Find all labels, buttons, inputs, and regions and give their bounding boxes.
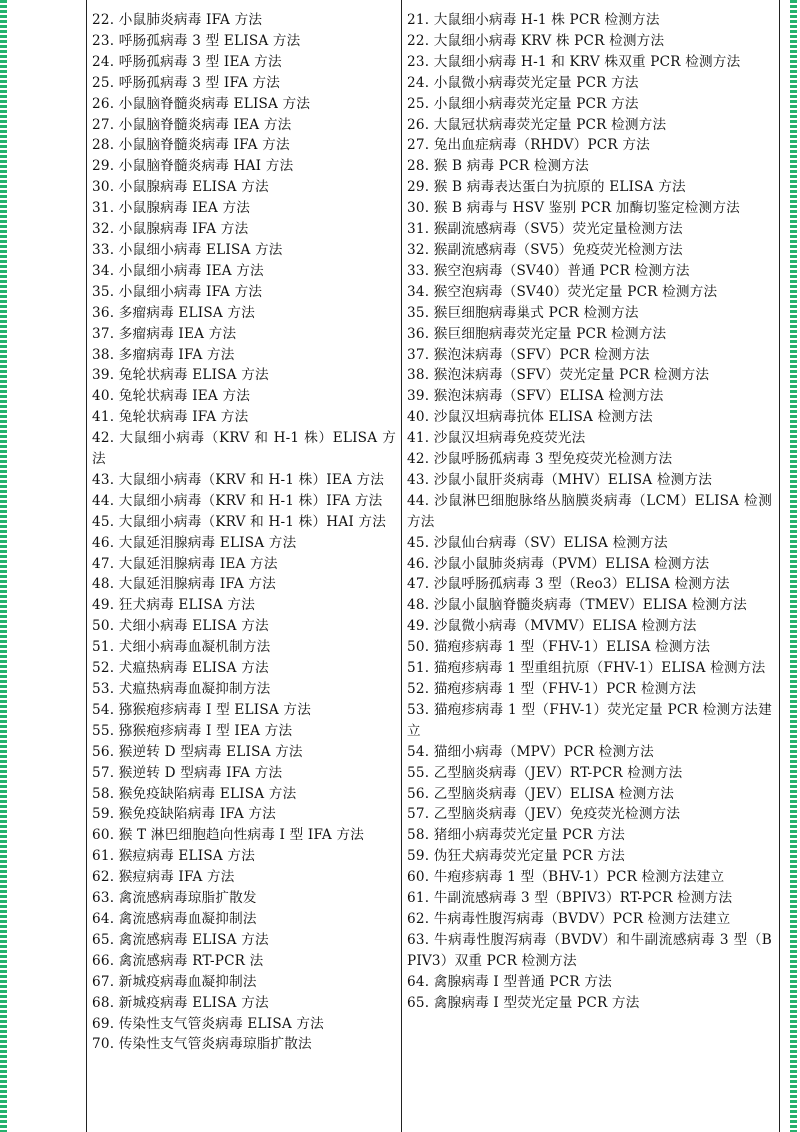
method-list-item: 43. 大鼠细小病毒（KRV 和 H-1 株）IEA 方法 [92, 471, 385, 488]
method-list-item: 41. 沙鼠汉坦病毒免疫荧光法 [407, 430, 586, 447]
method-list-item: 41. 兔轮状病毒 IFA 方法 [92, 409, 249, 426]
method-list-item: 52. 猫疱疹病毒 1 型（FHV-1）PCR 检测方法 [407, 681, 697, 697]
method-list-item: 64. 禽流感病毒血凝抑制法 [92, 910, 257, 927]
method-list-item: 25. 呼肠孤病毒 3 型 IFA 方法 [92, 74, 281, 91]
left-dotted-border [0, 0, 7, 1132]
method-list-item: 48. 沙鼠小鼠脑脊髓炎病毒（TMEV）ELISA 检测方法 [407, 597, 747, 614]
method-list-item: 35. 小鼠细小病毒 IFA 方法 [92, 283, 263, 300]
method-list-item: 46. 沙鼠小鼠肺炎病毒（PVM）ELISA 检测方法 [407, 555, 710, 572]
right-dotted-border [790, 0, 797, 1132]
method-list-item: 24. 小鼠微小病毒荧光定量 PCR 方法 [407, 74, 639, 91]
method-list-item: 28. 小鼠脑脊髓炎病毒 IFA 方法 [92, 137, 290, 154]
right-method-list [407, 10, 772, 1014]
method-list-item: 31. 猴副流感病毒（SV5）荧光定量检测方法 [407, 221, 683, 238]
method-list-item: 22. 大鼠细小病毒 KRV 株 PCR 检测方法 [407, 32, 665, 49]
method-list-item: 57. 猴逆转 D 型病毒 IFA 方法 [92, 764, 283, 781]
method-list-item: 32. 猴副流感病毒（SV5）免疫荧光检测方法 [407, 241, 683, 258]
method-list-item: 40. 兔轮状病毒 IEA 方法 [92, 388, 251, 405]
method-list-item: 29. 小鼠脑脊髓炎病毒 HAI 方法 [92, 158, 294, 175]
method-list-item: 39. 兔轮状病毒 ELISA 方法 [92, 367, 269, 384]
method-list-item: 51. 犬细小病毒血凝机制方法 [92, 639, 271, 656]
method-list-item: 48. 大鼠延泪腺病毒 IFA 方法 [92, 576, 276, 593]
method-list-item: 56. 乙型脑炎病毒（JEV）ELISA 检测方法 [407, 785, 675, 802]
method-list-item: 51. 猫疱疹病毒 1 型重组抗原（FHV-1）ELISA 检测方法 [407, 660, 766, 677]
method-list-item: 55. 猕猴疱疹病毒 I 型 IEA 方法 [92, 722, 293, 739]
method-list-item: 38. 猴泡沫病毒（SFV）荧光定量 PCR 检测方法 [407, 367, 710, 384]
method-list-item: 44. 大鼠细小病毒（KRV 和 H-1 株）IFA 方法 [92, 492, 383, 509]
method-list-item: 39. 猴泡沫病毒（SFV）ELISA 检测方法 [407, 388, 664, 405]
method-list-item: 25. 小鼠细小病毒荧光定量 PCR 方法 [407, 95, 639, 112]
method-list-item: 21. 大鼠细小病毒 H-1 株 PCR 检测方法 [407, 12, 660, 28]
method-list-item: 68. 新城疫病毒 ELISA 方法 [92, 994, 269, 1011]
method-list-item: 53. 猫疱疹病毒 1 型（FHV-1）荧光定量 PCR 检测方法建立 [407, 701, 772, 739]
method-list-item: 44. 沙鼠淋巴细胞脉络丛脑膜炎病毒（LCM）ELISA 检测方法 [407, 492, 772, 530]
method-list-item: 47. 沙鼠呼肠孤病毒 3 型（Reo3）ELISA 检测方法 [407, 576, 730, 593]
method-list-item: 26. 小鼠脑脊髓炎病毒 ELISA 方法 [92, 95, 311, 112]
method-list-item: 37. 猴泡沫病毒（SFV）PCR 检测方法 [407, 346, 650, 363]
method-list-item: 58. 猴免疫缺陷病毒 ELISA 方法 [92, 785, 297, 802]
method-list-item: 63. 牛病毒性腹泻病毒（BVDV）和牛副流感病毒 3 型（BPIV3）双重 PCR 检测方法 [407, 931, 772, 969]
method-list-item: 27. 小鼠脑脊髓炎病毒 IEA 方法 [92, 116, 292, 133]
method-list-item: 56. 猴逆转 D 型病毒 ELISA 方法 [92, 743, 303, 760]
method-list-item: 67. 新城疫病毒血凝抑制法 [92, 973, 257, 990]
method-list-item: 50. 犬细小病毒 ELISA 方法 [92, 618, 269, 635]
method-list-item: 61. 猴痘病毒 ELISA 方法 [92, 848, 255, 865]
method-list-item: 53. 犬瘟热病毒血凝抑制方法 [92, 681, 271, 697]
method-list-item: 62. 猴痘病毒 IFA 方法 [92, 869, 235, 886]
method-list-item: 37. 多瘤病毒 IEA 方法 [92, 325, 237, 342]
method-list-item: 29. 猴 B 病毒表达蛋白为抗原的 ELISA 方法 [407, 179, 686, 196]
method-list-item: 42. 沙鼠呼肠孤病毒 3 型免疫荧光检测方法 [407, 451, 673, 468]
method-list-item: 62. 牛病毒性腹泻病毒（BVDV）PCR 检测方法建立 [407, 910, 731, 927]
method-list-item: 28. 猴 B 病毒 PCR 检测方法 [407, 158, 589, 175]
method-list-item: 27. 兔出血症病毒（RHDV）PCR 方法 [407, 137, 650, 154]
method-list-item: 22. 小鼠肺炎病毒 IFA 方法 [92, 12, 263, 28]
method-list-item: 52. 犬瘟热病毒 ELISA 方法 [92, 660, 269, 677]
method-list-item: 65. 禽腺病毒 I 型荧光定量 PCR 方法 [407, 994, 640, 1011]
column-divider [401, 0, 402, 1132]
method-list-item: 70. 传染性支气管炎病毒琼脂扩散法 [92, 1036, 312, 1053]
method-list-item: 26. 大鼠冠状病毒荧光定量 PCR 检测方法 [407, 116, 667, 133]
method-list-item: 58. 猪细小病毒荧光定量 PCR 方法 [407, 827, 625, 844]
method-list-item: 30. 小鼠腺病毒 ELISA 方法 [92, 179, 269, 196]
method-list-item: 45. 大鼠细小病毒（KRV 和 H-1 株）HAI 方法 [92, 513, 387, 530]
method-list-item: 54. 猕猴疱疹病毒 I 型 ELISA 方法 [92, 701, 311, 718]
method-list-item: 33. 小鼠细小病毒 ELISA 方法 [92, 241, 283, 258]
method-list-item: 34. 小鼠细小病毒 IEA 方法 [92, 262, 264, 279]
method-list-item: 61. 牛副流感病毒 3 型（BPIV3）RT-PCR 检测方法 [407, 890, 733, 907]
method-list-item: 59. 猴免疫缺陷病毒 IFA 方法 [92, 806, 276, 823]
method-list-item: 23. 呼肠孤病毒 3 型 ELISA 方法 [92, 32, 301, 49]
method-list-item: 63. 禽流感病毒琼脂扩散发 [92, 890, 257, 907]
method-list-item: 57. 乙型脑炎病毒（JEV）免疫荧光检测方法 [407, 806, 681, 823]
method-list-item: 66. 禽流感病毒 RT-PCR 法 [92, 952, 264, 969]
method-list-item: 64. 禽腺病毒 I 型普通 PCR 方法 [407, 973, 612, 990]
method-list-item: 40. 沙鼠汉坦病毒抗体 ELISA 检测方法 [407, 409, 653, 426]
method-list-item: 43. 沙鼠小鼠肝炎病毒（MHV）ELISA 检测方法 [407, 471, 713, 488]
method-list-item: 54. 猫细小病毒（MPV）PCR 检测方法 [407, 743, 654, 760]
method-list-item: 42. 大鼠细小病毒（KRV 和 H-1 株）ELISA 方法 [92, 430, 396, 468]
method-list-item: 38. 多瘤病毒 IFA 方法 [92, 346, 235, 363]
method-list-item: 33. 猴空泡病毒（SV40）普通 PCR 检测方法 [407, 262, 690, 279]
method-list-item: 36. 多瘤病毒 ELISA 方法 [92, 304, 255, 321]
method-list-item: 49. 沙鼠微小病毒（MVMV）ELISA 检测方法 [407, 618, 697, 635]
method-list-item: 30. 猴 B 病毒与 HSV 鉴别 PCR 加酶切鉴定检测方法 [407, 200, 740, 217]
left-method-list [92, 10, 396, 1055]
method-list-item: 23. 大鼠细小病毒 H-1 和 KRV 株双重 PCR 检测方法 [407, 53, 741, 70]
method-list-item: 45. 沙鼠仙台病毒（SV）ELISA 检测方法 [407, 534, 668, 551]
method-list-item: 60. 猴 T 淋巴细胞趋向性病毒 I 型 IFA 方法 [92, 827, 365, 844]
method-list-item: 55. 乙型脑炎病毒（JEV）RT-PCR 检测方法 [407, 764, 683, 781]
method-list-item: 24. 呼肠孤病毒 3 型 IEA 方法 [92, 53, 282, 70]
method-list-item: 49. 狂犬病毒 ELISA 方法 [92, 597, 255, 614]
method-list-item: 50. 猫疱疹病毒 1 型（FHV-1）ELISA 检测方法 [407, 639, 711, 656]
method-list-item: 47. 大鼠延泪腺病毒 IEA 方法 [92, 555, 278, 572]
method-list-item: 65. 禽流感病毒 ELISA 方法 [92, 931, 269, 948]
method-list-item: 35. 猴巨细胞病毒巢式 PCR 检测方法 [407, 304, 639, 321]
method-list-item: 36. 猴巨细胞病毒荧光定量 PCR 检测方法 [407, 325, 667, 342]
method-list-item: 69. 传染性支气管炎病毒 ELISA 方法 [92, 1015, 324, 1032]
method-list-item: 59. 伪狂犬病毒荧光定量 PCR 方法 [407, 848, 625, 865]
method-list-item: 31. 小鼠腺病毒 IEA 方法 [92, 200, 251, 217]
method-list-item: 32. 小鼠腺病毒 IFA 方法 [92, 221, 249, 238]
method-list-item: 60. 牛疱疹病毒 1 型（BHV-1）PCR 检测方法建立 [407, 869, 725, 886]
method-list-item: 34. 猴空泡病毒（SV40）荧光定量 PCR 检测方法 [407, 283, 718, 300]
method-list-item: 46. 大鼠延泪腺病毒 ELISA 方法 [92, 534, 297, 551]
